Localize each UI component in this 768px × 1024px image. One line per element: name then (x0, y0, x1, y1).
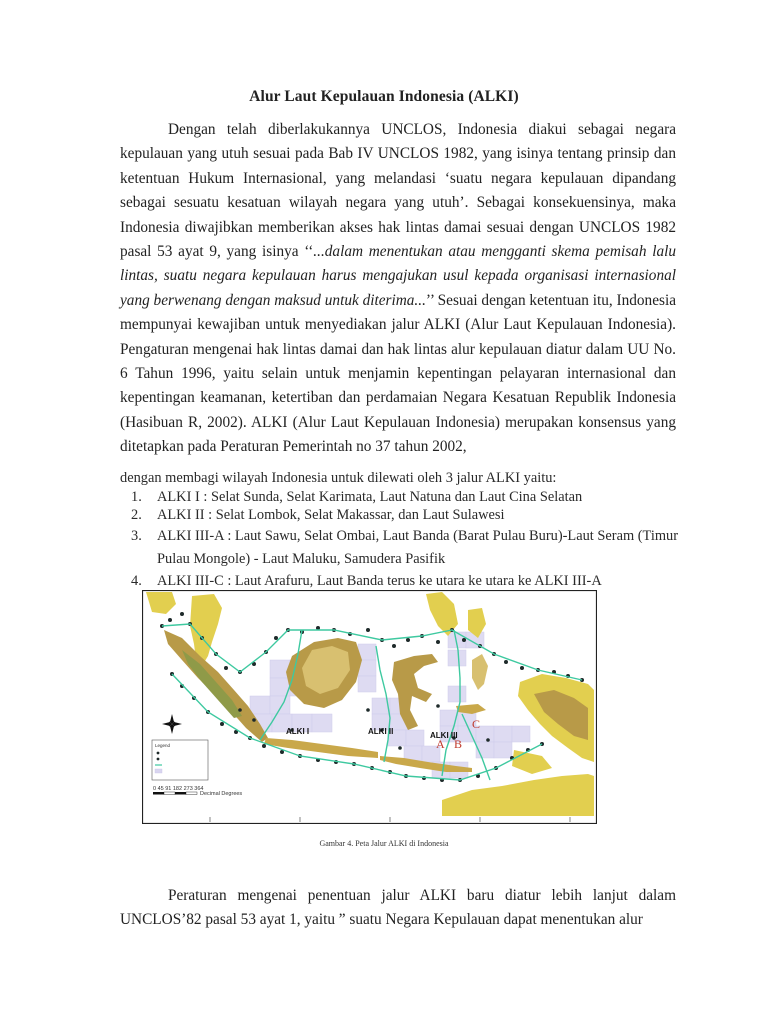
legend-dot-icon (157, 752, 160, 755)
alki-list (120, 488, 680, 590)
list-item-number: 4. (131, 573, 142, 589)
paragraph-1 (120, 118, 676, 460)
label-b: B (454, 737, 463, 751)
legend-grid-icon (155, 769, 162, 773)
alki-map (142, 590, 597, 824)
paragraph-2-text: Peraturan mengenai penentuan jalur ALKI baru diatur lebih lanjut dalam UNCLOS’82 pasal 53 ayat 1, yaitu ” suatu Negara Kepulauan dapat menentukan alur (120, 887, 676, 929)
label-alki-3: ALKI III (430, 731, 458, 740)
list-item-text: ALKI II : Selat Lombok, Selat Makassar, dan Laut Sulawesi (157, 507, 505, 523)
map-legend (152, 740, 208, 780)
list-item (120, 572, 680, 590)
legend-dot-icon (157, 758, 160, 761)
document-title: Alur Laut Kepulauan Indonesia (ALKI) (249, 88, 519, 105)
list-item-number: 2. (131, 507, 142, 523)
figure-caption: Gambar 4. Peta Jalur ALKI di Indonesia (319, 839, 449, 848)
paragraph-1-tail: dengan membagi wilayah Indonesia untuk dilewati oleh 3 jalur ALKI yaitu: (120, 470, 557, 486)
label-alki-1: ALKI I (286, 727, 310, 736)
list-item-number: 1. (131, 489, 142, 505)
label-c: C (472, 717, 481, 731)
list-item-text: ALKI I : Selat Sunda, Selat Karimata, Laut Natuna dan Laut Cina Selatan (157, 489, 583, 505)
list-item-text: ALKI III-C : Laut Arafuru, Laut Banda terus ke utara ke utara ke ALKI III-A (157, 573, 602, 589)
paragraph-1-text-a: Dengan telah diberlakukannya UNCLOS, Indonesia diakui sebagai negara kepulauan yang utuh sesuai pada Bab IV UNCLOS 1982, yang isinya tentang prinsip dan ketentuan Hukum Internasional, yang melandasi ‘suatu negara kepulauan dipandang sebagai sesuatu kesatuan wilayah negara yang utuh’. Sebagai konsekuensinya, maka Indonesia diwajibkan memberikan akses hak lintas damai sesuai dengan UNCLOS 1982 pasal 53 ayat 9, yang isinya ‘‘ (120, 121, 676, 261)
list-item-number: 3. (131, 528, 142, 544)
paragraph-1-quote: ...dalam menentukan atau mengganti skema pemisah lalu lintas, suatu negara kepulauan harus mengajukan usul kepada organisasi internasional yang berwenang dengan maksud untuk diterima... (120, 243, 676, 309)
list-item-text: ALKI III-A : Laut Sawu, Selat Ombai, Laut Banda (Barat Pulau Buru)-Laut Seram (Timur Pulau Mongole) - Laut Maluku, Samudera Pasifik (157, 528, 679, 567)
scale-numbers: 0 45 91 182 273 364 (153, 786, 204, 792)
paragraph-1-text-b: ’’ Sesuai dengan ketentuan itu, Indonesia mempunyai kewajiban untuk menyediakan jalur ALKI (Alur Laut Kepulauan Indonesia). Pengaturan mengenai hak lintas damai dan hak lintas alur kepulauan diatur dalam UU No. 6 Tahun 1996, yaitu selain untuk menjamin kepentingan pelayaran internasional dan kepentingan keamanan, ketertiban dan perdamaian Negara Kesatuan Republik Indonesia (Hasibuan R, 2002). ALKI (Alur Laut Kepulauan Indonesia) merupakan konsensus yang ditetapkan pada Peraturan Pemerintah no 37 tahun 2002, (120, 291, 676, 456)
list-item (120, 506, 680, 524)
scale-unit: Decimal Degrees (200, 791, 243, 797)
list-item (120, 525, 680, 571)
legend-title: Legend (155, 743, 171, 748)
label-alki-2: ALKI II (368, 727, 394, 736)
paragraph-2 (120, 884, 676, 933)
label-a: A (436, 737, 445, 751)
list-item (120, 488, 680, 506)
